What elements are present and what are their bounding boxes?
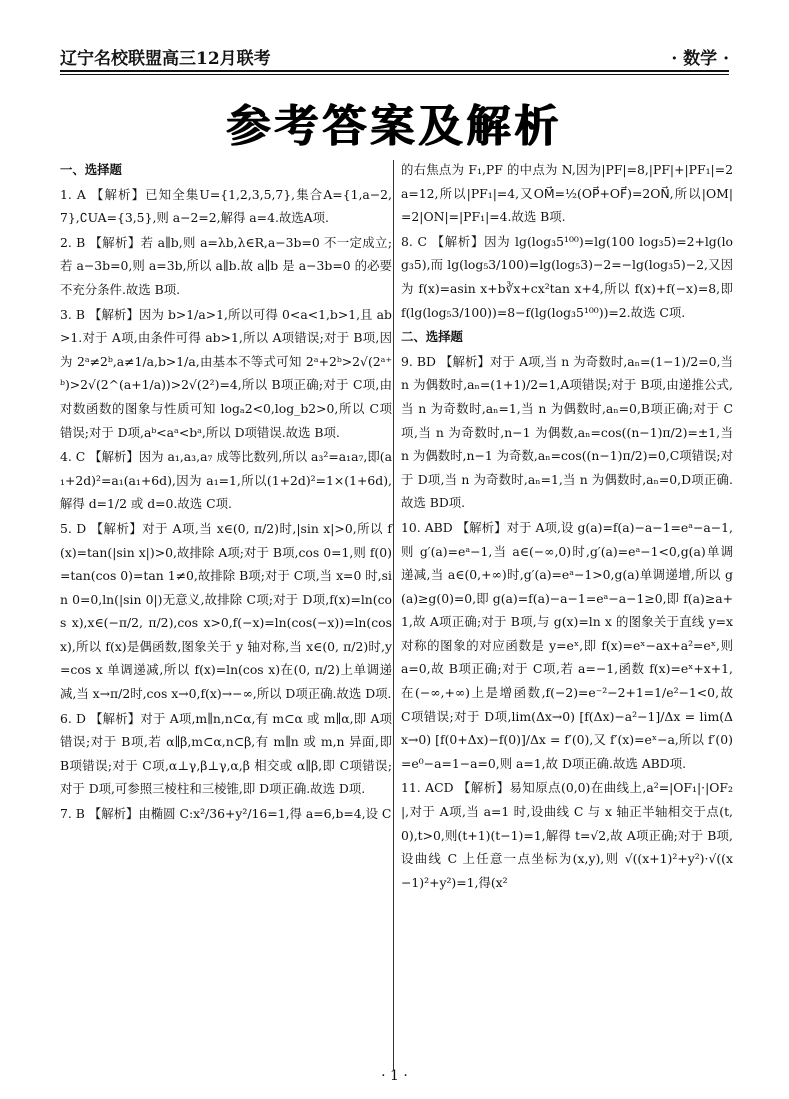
answer-item: 2. B 【解析】若 a∥b,则 a=λb,λ∈R,a−3b=0 不一定成立;若 a−3b=0,则 a=3b,所以 a∥b.故 a∥b 是 a−3b=0 的必要不充分条件.故选 B项. <box>60 234 392 297</box>
answer-item: 4. C 【解析】因为 a₁,a₃,a₇ 成等比数列,所以 a₃²=a₁a₇,即(a₁+2d)²=a₁(a₁+6d),因为 a₁=1,所以(1+2d)²=1×(1+6d),解得 d=1/2 或 d=0.故选 C项. <box>60 449 392 512</box>
section-heading: 二、选择题 <box>401 329 463 345</box>
answer-item: 9. BD 【解析】对于 A项,当 n 为奇数时,aₙ=(1−1)/2=0,当 n 为偶数时,aₙ=(1+1)/2=1,A项错误;对于 B项,由递推公式,当 n 为奇数时,aₙ=1,当 n 为偶数时,aₙ=0,B项正确;对于 C项,当 n 为奇数时,n−1 为偶数,aₙ=cos((n−1)π/2)=±1,当 n 为偶数时,n−1 为奇数,aₙ=cos((n−1)π/2)=0,C项错误;对于 D项,当 n 为奇数时,aₙ=1,当 n 为偶数时,aₙ=0,D项正确.故选 BD项. <box>401 353 733 511</box>
header-subject: · 数学 · <box>671 49 729 69</box>
answer-item: 5. D 【解析】对于 A项,当 x∈(0, π/2)时,|sin x|>0,所以 f(x)=tan(|sin x|)>0,故排除 A项;对于 B项,cos 0=1,则 f(0)=tan(cos 0)=tan 1≠0,故排除 B项;对于 C项,当 x=0 时,sin 0=0,ln(|sin 0|)无意义,故排除 C项;对于 D项,f(x)=ln(cos x),x∈(−π/2, π/2),cos x>0,f(−x)=ln(cos(−x))=ln(cos x),所以 f(x)是偶函数,图象关于 y 轴对称,当 x∈(0, π/2)时,y=cos x 单调递减,所以 f(x)=ln(cos x)在(0, π/2)上单调递减,当 x→π/2时,cos x→0,f(x)→−∞,所以 D项正确.故选 D项. <box>60 520 392 702</box>
section-heading: 一、选择题 <box>60 162 122 177</box>
answer-item: 的右焦点为 F₁,PF 的中点为 N,因为|PF|=8,|PF|+|PF₁|=2a=12,所以|PF₁|=4,又OM⃗=½(OP⃗+OF⃗)=2ON⃗,所以|OM|=2|ON|=|PF₁|=4.故选 B项. <box>401 162 733 225</box>
column-divider <box>393 160 394 1070</box>
answer-item: 8. C 【解析】因为 lg(log₃5¹⁰⁰)=lg(100 log₃5)=2+lg(log₃5),而 lg(log₅3/100)=lg(log₅3)−2=−lg(log₃5)−2,又因为 f(x)=asin x+b∛x+cx²tan x+4,所以 f(x)+f(−x)=8,即 f(lg(log₅3/100))=8−f(lg(log₃5¹⁰⁰))=2.故选 C项. <box>401 233 733 320</box>
header-rule-thick <box>60 70 729 72</box>
answer-item: 3. B 【解析】因为 b>1/a>1,所以可得 0<a<1,b>1,且 ab>1.对于 A项,由条件可得 ab>1,所以 A项错误;对于 B项,因为 2ᵃ≠2ᵇ,a≠1/a,b>1/a,由基本不等式可知 2ᵃ+2ᵇ>2√(2ᵃ⁺ᵇ)>2√(2^(a+1/a))>2√(2²)=4,所以 B项正确;对于 C项,由对数函数的图象与性质可知 logₐ2<0,log_b2>0,所以 C项错误;对于 D项,aᵇ<aᵃ<bᵃ,所以 D项错误.故选 B项. <box>60 306 392 440</box>
page-number: · 1 · <box>381 1068 408 1084</box>
answer-item: 1. A 【解析】已知全集U={1,2,3,5,7},集合A={1,a−2,7},∁UA={3,5},则 a−2=2,解得 a=4.故选A项. <box>60 186 392 226</box>
right-column <box>401 158 733 895</box>
answer-item: 11. ACD 【解析】易知原点(0,0)在曲线上,a²=|OF₁|·|OF₂|,对于 A项,当 a=1 时,设曲线 C 与 x 轴正半轴相交于点(t,0),t>0,则(t+1)(t−1)=1,解得 t=√2,故 A项正确;对于 B项,设曲线 C 上任意一点坐标为(x,y),则 √((x+1)²+y²)·√((x−1)²+y²)=1,得(x² <box>401 780 733 890</box>
left-column <box>60 158 392 827</box>
answer-item: 10. ABD 【解析】对于 A项,设 g(a)=f(a)−a−1=eᵃ−a−1,则 g′(a)=eᵃ−1,当 a∈(−∞,0)时,g′(a)=eᵃ−1<0,g(a)单调递减,当 a∈(0,+∞)时,g′(a)=eᵃ−1>0,g(a)单调递增,所以 g(a)≥g(0)=0,即 g(a)=f(a)−a−1=eᵃ−a−1≥0,即 f(a)≥a+1,故 A项正确;对于 B项,与 g(x)=ln x 的图象关于直线 y=x 对称的图象的对应函数是 y=eˣ,即 f(x)=eˣ−ax+a²=eˣ,则 a=0,故 B项正确;对于 C项,若 a=−1,函数 f(x)=eˣ+x+1,在(−∞,+∞)上是增函数,f(−2)=e⁻²−2+1=1/e²−1<0,故 C项错误;对于 D项,lim(Δx→0) [f(Δx)−a²−1]/Δx = lim(Δx→0) [f(0+Δx)−f(0)]/Δx = f′(0),又 f′(x)=eˣ−a,所以 f′(0)=e⁰−a=1−a=0,则 a=1,故 D项正确.故选 ABD项. <box>401 519 733 771</box>
page-header <box>60 40 729 70</box>
answer-item: 7. B 【解析】由椭圆 C:x²/36+y²/16=1,得 a=6,b=4,设 C <box>60 806 392 822</box>
header-rule-thin <box>60 74 729 75</box>
answer-item: 6. D 【解析】对于 A项,m∥n,n⊂α,有 m⊂α 或 m∥α,即 A项错误;对于 B项,若 α∥β,m⊂α,n⊂β,有 m∥n 或 m,n 异面,即 B项错误;对于 C项,α⊥γ,β⊥γ,α,β 相交或 α∥β,即 C项错误;对于 D项,可参照三棱柱和三棱锥,即 D项正确.故选 D项. <box>60 710 392 797</box>
page-title: 参考答案及解析 <box>226 101 563 152</box>
header-exam-name: 辽宁名校联盟高三12月联考 <box>60 49 271 69</box>
